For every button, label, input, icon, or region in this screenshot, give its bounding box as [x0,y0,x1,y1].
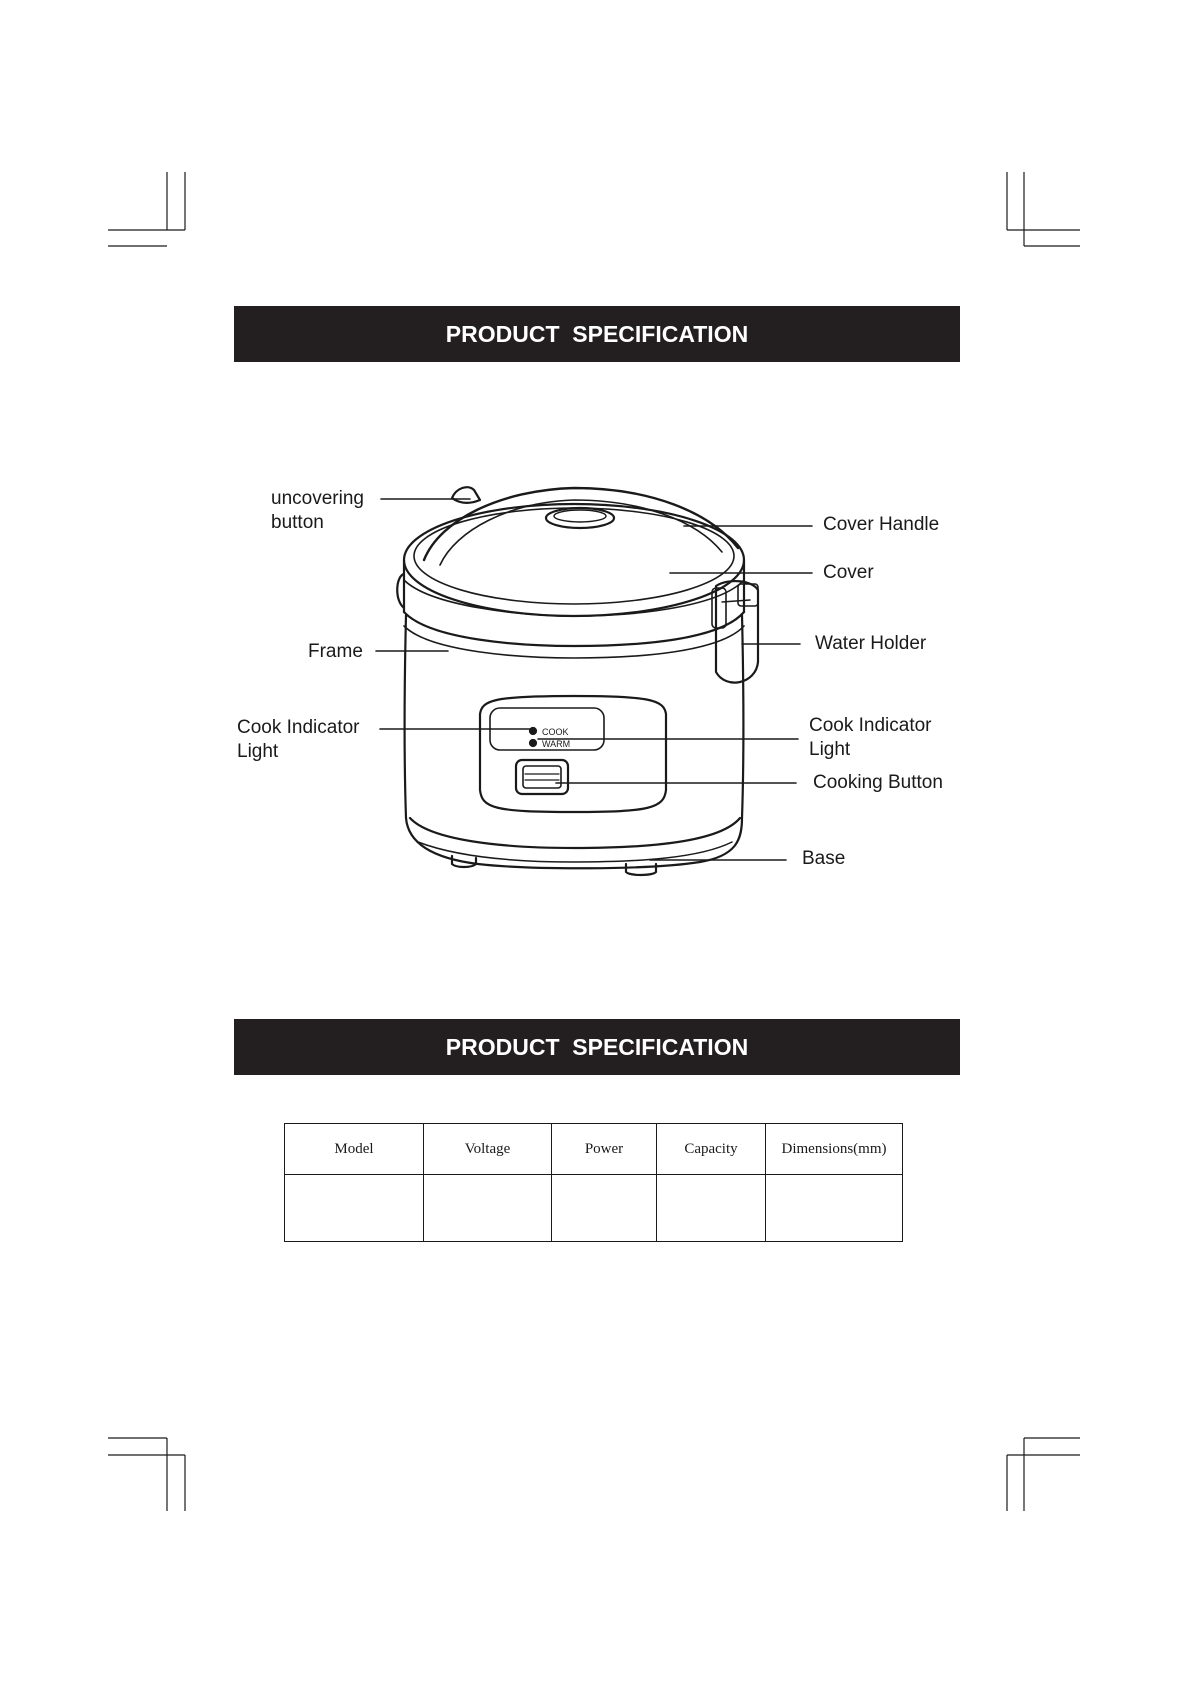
label-cover: Cover [823,562,874,583]
panel-cook-label: COOK [542,727,569,737]
label-cover-handle: Cover Handle [823,514,940,535]
label-cooking-button: Cooking Button [813,772,943,793]
header-power: Power [552,1124,657,1175]
section-banner-diagram: PRODUCT SPECIFICATION [234,306,960,362]
cell-voltage [424,1175,552,1242]
cell-dimensions [766,1175,903,1242]
label-water-holder: Water Holder [815,633,927,654]
label-uncovering-button: uncovering button [271,488,364,533]
label-frame: Frame [308,641,363,662]
section-banner-table: PRODUCT SPECIFICATION [234,1019,960,1075]
header-model: Model [285,1124,424,1175]
panel-warm-label: WARM [542,739,571,749]
header-voltage: Voltage [424,1124,552,1175]
label-cook-indicator-left: Cook Indicator Light [237,717,360,762]
spec-table [284,1123,903,1242]
label-base: Base [802,848,846,869]
header-dimensions: Dimensions(mm) [766,1124,903,1175]
table-header-row [285,1124,903,1175]
cell-power [552,1175,657,1242]
table-row [285,1175,903,1242]
header-capacity: Capacity [657,1124,766,1175]
cell-model [285,1175,424,1242]
label-cook-indicator-right: Cook Indicator Light [809,715,932,760]
cell-capacity [657,1175,766,1242]
